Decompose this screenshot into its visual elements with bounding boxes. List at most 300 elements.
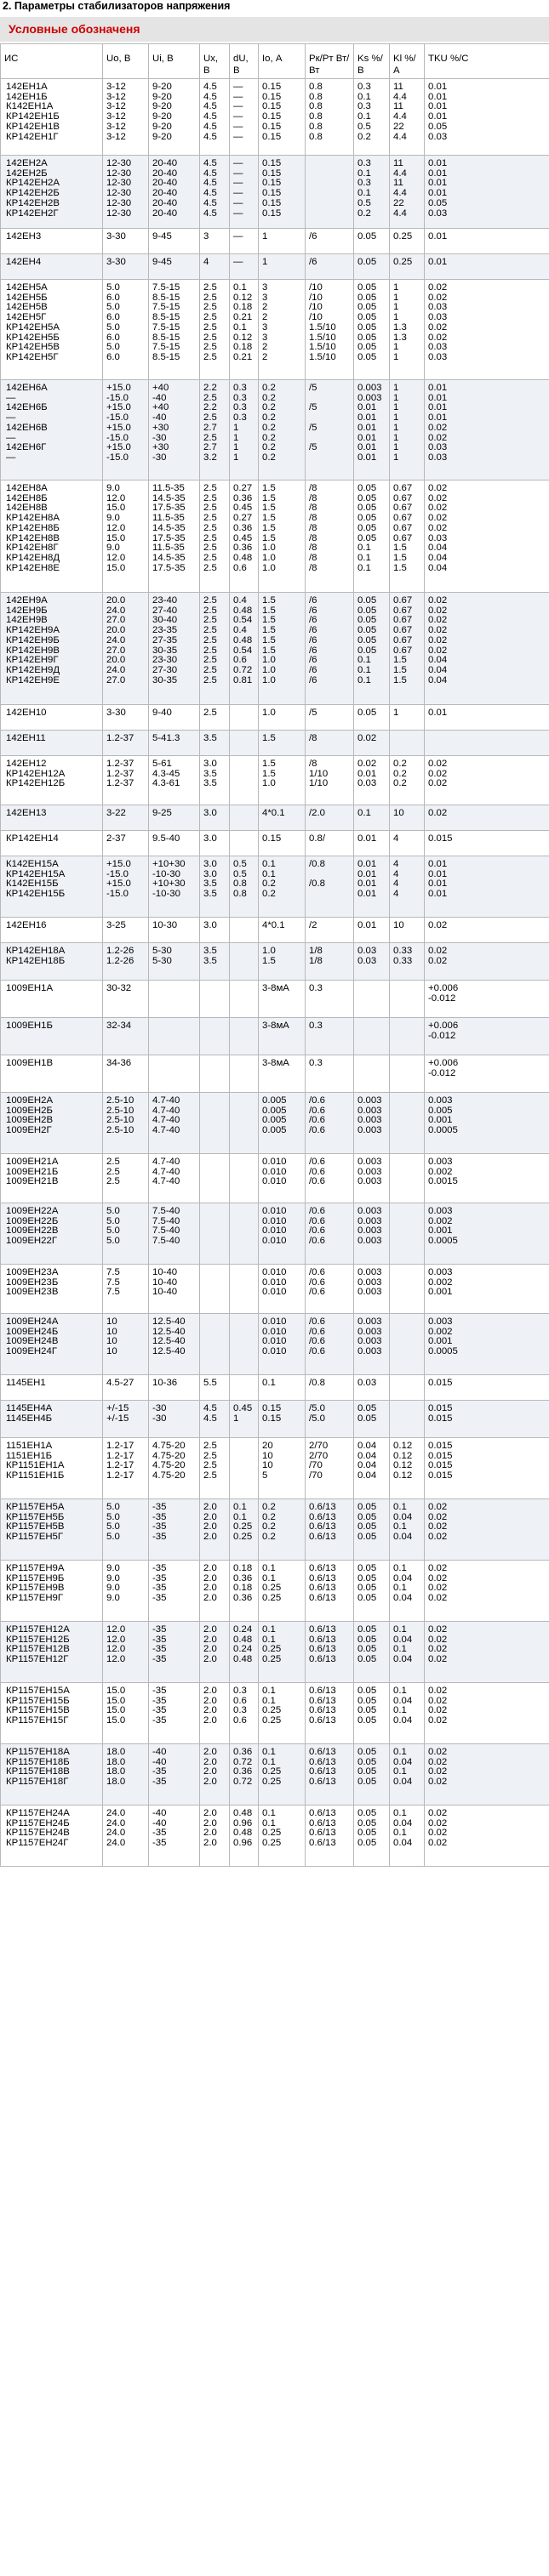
table-cell-pk-pt: 0.8 0.8 0.8 0.8 0.8 0.8 xyxy=(306,79,354,156)
table-cell-ui: 9-45 xyxy=(149,229,200,254)
table-cell-tku: 0.02 0.02 xyxy=(425,943,549,981)
table-cell-pk-pt: 2/70 2/70 /70 /70 xyxy=(306,1438,354,1499)
table-cell-io: 1.5 1.5 1.5 1.5 1.5 1.5 1.0 1.0 1.0 xyxy=(259,593,306,705)
table-row xyxy=(1,1438,549,1499)
table-cell-ux xyxy=(200,1203,230,1265)
table-cell-tku: 0.02 0.02 0.02 0.02 xyxy=(425,1622,549,1683)
table-cell-ux: 2.0 2.0 2.0 2.0 xyxy=(200,1561,230,1622)
table-cell-uo: 2-37 xyxy=(103,831,149,856)
table-cell-kl xyxy=(390,1055,425,1093)
table-cell-io: 1.0 xyxy=(259,705,306,731)
table-row xyxy=(1,79,549,156)
table-row xyxy=(1,1561,549,1622)
table-cell-ks: 0.05 0.05 0.05 0.05 xyxy=(354,1805,390,1867)
legend-link[interactable]: Условные обозначеня xyxy=(9,22,140,36)
table-cell-tku: 0.02 0.02 0.02 0.02 0.02 0.03 0.04 0.04 0.04 xyxy=(425,481,549,593)
table-cell-uo: 9.0 9.0 9.0 9.0 xyxy=(103,1561,149,1622)
table-cell-ux: 2.0 2.0 2.0 2.0 xyxy=(200,1744,230,1805)
stabilizer-params-table xyxy=(0,43,549,1867)
table-cell-du xyxy=(230,1093,259,1154)
table-cell-pk-pt: /6 /6 /6 /6 /6 /6 /6 /6 /6 xyxy=(306,593,354,705)
column-header-kl: Kl %/А xyxy=(390,44,425,79)
table-cell-ux xyxy=(200,1265,230,1314)
table-cell-ui: 9-40 xyxy=(149,705,200,731)
table-cell-uo: 1.2-37 xyxy=(103,731,149,756)
table-cell-uo: +/-15 +/-15 xyxy=(103,1401,149,1438)
column-header-ks: Ks %/В xyxy=(354,44,390,79)
table-cell-du xyxy=(230,756,259,805)
column-header-ux: Ux, В xyxy=(200,44,230,79)
table-cell-ux: 3.0 3.0 3.5 3.5 xyxy=(200,856,230,918)
table-cell-ui: 11.5-35 14.5-35 17.5-35 11.5-35 14.5-35 17.5-35 11.5-35 14.5-35 17.5-35 xyxy=(149,481,200,593)
table-cell-ui: 10-40 10-40 10-40 xyxy=(149,1265,200,1314)
table-cell-du: 0.3 0.3 0.3 0.3 1 1 1 1 xyxy=(230,380,259,481)
table-cell-kl xyxy=(390,731,425,756)
table-cell-ux: 2.0 2.0 2.0 2.0 xyxy=(200,1683,230,1744)
table-cell-pk-pt: /5 /5 /5 /5 xyxy=(306,380,354,481)
table-cell-ui: 7.5-15 8.5-15 7.5-15 8.5-15 7.5-15 8.5-15 7.5-15 8.5-15 xyxy=(149,280,200,380)
table-cell-ks: 0.05 0.05 0.05 0.05 xyxy=(354,1561,390,1622)
table-cell-pk-pt: 0.3 xyxy=(306,981,354,1018)
table-cell-du xyxy=(230,918,259,943)
table-cell-ux: 2.2 2.5 2.2 2.5 2.7 2.5 2.7 3.2 xyxy=(200,380,230,481)
table-cell-uo: 24.0 24.0 24.0 24.0 xyxy=(103,1805,149,1867)
column-header-du: dU, В xyxy=(230,44,259,79)
table-row xyxy=(1,1375,549,1401)
table-cell-tku: 0.003 0.002 0.001 0.0005 xyxy=(425,1203,549,1265)
table-cell-uo: 3-30 xyxy=(103,229,149,254)
table-cell-ks: 0.01 0.01 0.01 0.01 xyxy=(354,856,390,918)
table-cell-io: 0.1 0.1 0.25 0.25 xyxy=(259,1622,306,1683)
table-cell-ks xyxy=(354,1055,390,1093)
table-cell-ks: 0.02 0.01 0.03 xyxy=(354,756,390,805)
table-cell-pk-pt: /10 /10 /10 /10 1.5/10 1.5/10 1.5/10 1.5/10 xyxy=(306,280,354,380)
table-row xyxy=(1,731,549,756)
table-cell-tku: 0.02 xyxy=(425,805,549,831)
table-cell-uo: 1.2-37 1.2-37 1.2-37 xyxy=(103,756,149,805)
table-cell-io: 0.1 0.1 0.2 0.2 xyxy=(259,856,306,918)
table-cell-ui: 4.7-40 4.7-40 4.7-40 4.7-40 xyxy=(149,1093,200,1154)
table-cell-pk-pt: 0.6/13 0.6/13 0.6/13 0.6/13 xyxy=(306,1499,354,1561)
table-cell-ux: 3.5 xyxy=(200,731,230,756)
table-cell-ux: 3.0 xyxy=(200,831,230,856)
table-row xyxy=(1,1805,549,1867)
table-cell-uo: 18.0 18.0 18.0 18.0 xyxy=(103,1744,149,1805)
table-cell-du xyxy=(230,1055,259,1093)
table-cell-ux: 4.5 4.5 xyxy=(200,1401,230,1438)
column-header-tku: TKU %/С xyxy=(425,44,549,79)
table-row xyxy=(1,805,549,831)
table-cell-tku: 0.003 0.002 0.0015 xyxy=(425,1154,549,1203)
table-cell-ux: 2.5 xyxy=(200,705,230,731)
table-cell-pk-pt: /2 xyxy=(306,918,354,943)
table-cell-ui: 9-25 xyxy=(149,805,200,831)
table-cell-ux xyxy=(200,1314,230,1375)
table-cell-pk-pt: /8 /8 /8 /8 /8 /8 /8 /8 /8 xyxy=(306,481,354,593)
table-cell-kl: 0.1 0.04 0.1 0.04 xyxy=(390,1622,425,1683)
table-cell-tku: 0.02 0.02 0.03 0.03 0.02 0.02 0.03 0.03 xyxy=(425,280,549,380)
table-cell-du xyxy=(230,943,259,981)
table-cell-ux: 3.0 xyxy=(200,918,230,943)
table-cell-kl: 0.1 0.04 0.1 0.04 xyxy=(390,1499,425,1561)
table-cell-ux: 4.5 4.5 4.5 4.5 4.5 4.5 xyxy=(200,156,230,229)
table-cell-ui: 4.75-20 4.75-20 4.75-20 4.75-20 xyxy=(149,1438,200,1499)
table-cell-du xyxy=(230,1265,259,1314)
table-row xyxy=(1,1203,549,1265)
table-cell-uo: 15.0 15.0 15.0 15.0 xyxy=(103,1683,149,1744)
table-cell-ui: 5-30 5-30 xyxy=(149,943,200,981)
table-row xyxy=(1,1265,549,1314)
table-cell-kl: 11 4.4 11 4.4 22 4.4 xyxy=(390,156,425,229)
table-cell-du: 0.24 0.48 0.24 0.48 xyxy=(230,1622,259,1683)
column-header-ui: Ui, В xyxy=(149,44,200,79)
table-cell-kl: 0.2 0.2 0.2 xyxy=(390,756,425,805)
table-row xyxy=(1,1744,549,1805)
table-row xyxy=(1,1683,549,1744)
table-row xyxy=(1,756,549,805)
table-cell-io: 3-8мА xyxy=(259,1018,306,1055)
table-cell-ic: 142ЕН12 КР142ЕН12А КР142ЕН12Б xyxy=(1,756,103,805)
table-cell-uo: 3-25 xyxy=(103,918,149,943)
table-cell-ks: 0.05 0.05 0.05 0.05 0.05 0.05 0.1 0.1 0.1 xyxy=(354,593,390,705)
table-row xyxy=(1,1055,549,1093)
table-cell-ic: 1009ЕН22А 1009ЕН22Б 1009ЕН22В 1009ЕН22Г xyxy=(1,1203,103,1265)
legend-link-bar[interactable] xyxy=(0,17,549,42)
table-cell-ic: 142ЕН1А 142ЕН1Б К142ЕН1А КР142ЕН1Б КР142ЕН1В КР142ЕН1Г xyxy=(1,79,103,156)
table-cell-du: 0.5 0.5 0.8 0.8 xyxy=(230,856,259,918)
table-cell-ic: 142ЕН3 xyxy=(1,229,103,254)
table-cell-ux: 5.5 xyxy=(200,1375,230,1401)
table-cell-tku: 0.015 xyxy=(425,831,549,856)
table-cell-du: 0.18 0.36 0.18 0.36 xyxy=(230,1561,259,1622)
table-cell-tku: 0.02 0.02 0.02 0.02 0.02 0.02 0.04 0.04 0.04 xyxy=(425,593,549,705)
table-cell-ux: 3 xyxy=(200,229,230,254)
table-row xyxy=(1,856,549,918)
table-cell-ks: 0.05 xyxy=(354,254,390,280)
table-cell-pk-pt: 0.6/13 0.6/13 0.6/13 0.6/13 xyxy=(306,1561,354,1622)
table-cell-pk-pt: /0.6 /0.6 /0.6 /0.6 xyxy=(306,1203,354,1265)
table-cell-io: 1 xyxy=(259,254,306,280)
table-cell-ic: 1009ЕН2А 1009ЕН2Б 1009ЕН2В 1009ЕН2Г xyxy=(1,1093,103,1154)
table-cell-kl: 4 xyxy=(390,831,425,856)
table-cell-du xyxy=(230,1154,259,1203)
table-cell-tku: 0.01 0.01 0.01 0.01 xyxy=(425,856,549,918)
table-cell-uo: 7.5 7.5 7.5 xyxy=(103,1265,149,1314)
table-cell-du xyxy=(230,1375,259,1401)
table-row xyxy=(1,1018,549,1055)
table-cell-du: 0.4 0.48 0.54 0.4 0.48 0.54 0.6 0.72 0.81 xyxy=(230,593,259,705)
table-cell-io: 0.010 0.010 0.010 0.010 xyxy=(259,1203,306,1265)
table-cell-ic: КР1157ЕН5А КР1157ЕН5Б КР1157ЕН5В КР1157ЕН5Г xyxy=(1,1499,103,1561)
table-cell-tku: 0.02 0.02 0.02 0.02 xyxy=(425,1683,549,1744)
table-cell-ic: 1145ЕН1 xyxy=(1,1375,103,1401)
table-cell-pk-pt: 0.6/13 0.6/13 0.6/13 0.6/13 xyxy=(306,1622,354,1683)
table-row xyxy=(1,1314,549,1375)
table-cell-ks: 0.3 0.1 0.3 0.1 0.5 0.2 xyxy=(354,156,390,229)
table-cell-kl: 0.25 xyxy=(390,229,425,254)
table-cell-ux xyxy=(200,981,230,1018)
table-cell-ic: 142ЕН10 xyxy=(1,705,103,731)
table-cell-ic: КР1157ЕН15А КР1157ЕН15Б КР1157ЕН15В КР1157ЕН15Г xyxy=(1,1683,103,1744)
table-cell-kl: 10 xyxy=(390,918,425,943)
table-cell-tku: 0.003 0.005 0.001 0.0005 xyxy=(425,1093,549,1154)
table-cell-ui: 10-36 xyxy=(149,1375,200,1401)
table-cell-du: — xyxy=(230,254,259,280)
table-row xyxy=(1,1622,549,1683)
table-cell-ks: 0.05 0.05 0.05 0.05 xyxy=(354,1744,390,1805)
table-cell-io: 4*0.1 xyxy=(259,805,306,831)
table-cell-ks: 0.01 xyxy=(354,918,390,943)
table-cell-uo: 2.5-10 2.5-10 2.5-10 2.5-10 xyxy=(103,1093,149,1154)
table-cell-io: 1.5 1.5 1.5 1.5 1.5 1.5 1.0 1.0 1.0 xyxy=(259,481,306,593)
table-cell-io: 20 10 10 5 xyxy=(259,1438,306,1499)
table-cell-du: — — — — — — xyxy=(230,79,259,156)
table-cell-ic: 142ЕН9А 142ЕН9Б 142ЕН9В КР142ЕН9А КР142ЕН9Б КР142ЕН9В КР142ЕН9Г КР142ЕН9Д КР142ЕН9Е xyxy=(1,593,103,705)
table-cell-du: — — — — — — xyxy=(230,156,259,229)
table-cell-ui: -30 -30 xyxy=(149,1401,200,1438)
table-cell-du xyxy=(230,1314,259,1375)
table-cell-kl xyxy=(390,1154,425,1203)
table-cell-tku: 0.003 0.002 0.001 0.0005 xyxy=(425,1314,549,1375)
table-cell-ic: 1009ЕН1В xyxy=(1,1055,103,1093)
table-cell-ui xyxy=(149,1018,200,1055)
table-cell-io: 3 3 2 2 3 3 2 2 xyxy=(259,280,306,380)
table-cell-kl: 1 1 1 1 1.3 1.3 1 1 xyxy=(390,280,425,380)
table-cell-ic: 142ЕН6А — 142ЕН6Б — 142ЕН6В — 142ЕН6Г — xyxy=(1,380,103,481)
table-cell-ux: 3.0 xyxy=(200,805,230,831)
column-header-ic: ИС xyxy=(1,44,103,79)
table-cell-kl: 0.12 0.12 0.12 0.12 xyxy=(390,1438,425,1499)
table-cell-ic: 1151ЕН1А 1151ЕН1Б КР1151ЕН1А КР1151ЕН1Б xyxy=(1,1438,103,1499)
table-cell-ux xyxy=(200,1055,230,1093)
table-cell-ks: 0.05 0.05 0.05 0.05 xyxy=(354,1622,390,1683)
table-cell-io: 0.1 xyxy=(259,1375,306,1401)
table-cell-du xyxy=(230,705,259,731)
table-cell-ks: 0.05 0.05 0.05 0.05 0.05 0.05 0.1 0.1 0.1 xyxy=(354,481,390,593)
table-cell-uo: 3-30 xyxy=(103,705,149,731)
table-cell-tku: 0.02 0.02 0.02 0.02 xyxy=(425,1499,549,1561)
table-cell-ks: 0.02 xyxy=(354,731,390,756)
table-row xyxy=(1,981,549,1018)
table-cell-kl: 0.33 0.33 xyxy=(390,943,425,981)
table-cell-pk-pt: /0.6 /0.6 /0.6 /0.6 xyxy=(306,1314,354,1375)
table-cell-io: 0.1 0.1 0.25 0.25 xyxy=(259,1683,306,1744)
table-cell-ux: 3.5 3.5 xyxy=(200,943,230,981)
column-header-pk-pt: Pк/Pт Вт/Вт xyxy=(306,44,354,79)
table-cell-io: 1.5 1.5 1.0 xyxy=(259,756,306,805)
table-cell-du xyxy=(230,1203,259,1265)
table-cell-ks xyxy=(354,1018,390,1055)
table-cell-ks: 0.05 0.05 0.05 0.05 xyxy=(354,1499,390,1561)
table-cell-ic: 142ЕН8А 142ЕН8Б 142ЕН8В КР142ЕН8А КР142ЕН8Б КР142ЕН8В КР142ЕН8Г КР142ЕН8Д КР142ЕН8Е xyxy=(1,481,103,593)
table-cell-kl: 1 xyxy=(390,705,425,731)
table-cell-uo: +15.0 -15.0 +15.0 -15.0 xyxy=(103,856,149,918)
table-cell-pk-pt: /8 1/10 1/10 xyxy=(306,756,354,805)
table-cell-du xyxy=(230,831,259,856)
table-cell-io: 0.15 0.15 0.15 0.15 0.15 0.15 xyxy=(259,79,306,156)
table-cell-ui: +10+30 -10-30 +10+30 -10-30 xyxy=(149,856,200,918)
table-cell-du: 0.36 0.72 0.36 0.72 xyxy=(230,1744,259,1805)
table-cell-io: 0.15 xyxy=(259,831,306,856)
table-cell-tku: +0.006 -0.012 xyxy=(425,981,549,1018)
table-cell-tku: 0.01 0.01 0.01 0.01 0.05 0.03 xyxy=(425,156,549,229)
table-cell-io: 1 xyxy=(259,229,306,254)
table-row xyxy=(1,380,549,481)
table-cell-uo: 1.2-26 1.2-26 xyxy=(103,943,149,981)
table-cell-kl xyxy=(390,1265,425,1314)
table-cell-ks: 0.04 0.04 0.04 0.04 xyxy=(354,1438,390,1499)
table-cell-pk-pt: 0.6/13 0.6/13 0.6/13 0.6/13 xyxy=(306,1805,354,1867)
table-cell-pk-pt xyxy=(306,156,354,229)
table-cell-io: 0.010 0.010 0.010 xyxy=(259,1154,306,1203)
table-row xyxy=(1,1499,549,1561)
table-cell-tku: 0.015 0.015 xyxy=(425,1401,549,1438)
table-cell-ic: К142ЕН15А КР142ЕН15А К142ЕН15Б КР142ЕН15Б xyxy=(1,856,103,918)
table-cell-ui xyxy=(149,1055,200,1093)
table-cell-ui: -35 -35 -35 -35 xyxy=(149,1561,200,1622)
table-cell-io: 0.15 0.15 0.15 0.15 0.15 0.15 xyxy=(259,156,306,229)
table-cell-pk-pt: 0.8/ xyxy=(306,831,354,856)
table-cell-uo: 5.0 6.0 5.0 6.0 5.0 6.0 5.0 6.0 xyxy=(103,280,149,380)
table-cell-tku: 0.02 0.02 0.02 0.02 xyxy=(425,1805,549,1867)
table-cell-tku: 0.01 xyxy=(425,229,549,254)
table-cell-ic: КР1157ЕН9А КР1157ЕН9Б КР1157ЕН9В КР1157ЕН9Г xyxy=(1,1561,103,1622)
table-cell-uo: 3-12 3-12 3-12 3-12 3-12 3-12 xyxy=(103,79,149,156)
table-cell-ux: 2.0 2.0 2.0 2.0 xyxy=(200,1622,230,1683)
table-cell-tku: 0.02 0.02 0.02 0.02 xyxy=(425,1744,549,1805)
table-cell-uo: 12-30 12-30 12-30 12-30 12-30 12-30 xyxy=(103,156,149,229)
table-cell-ks: 0.03 xyxy=(354,1375,390,1401)
table-cell-pk-pt: 1/8 1/8 xyxy=(306,943,354,981)
table-cell-kl: 0.25 xyxy=(390,254,425,280)
table-cell-ux: 2.0 2.0 2.0 2.0 xyxy=(200,1805,230,1867)
table-cell-ks: 0.3 0.1 0.3 0.1 0.5 0.2 xyxy=(354,79,390,156)
table-cell-du xyxy=(230,981,259,1018)
table-cell-du xyxy=(230,1018,259,1055)
table-cell-io: 0.2 0.2 0.2 0.2 xyxy=(259,1499,306,1561)
table-cell-kl: 11 4.4 11 4.4 22 4.4 xyxy=(390,79,425,156)
table-cell-tku: 0.01 0.01 0.01 0.01 0.02 0.02 0.03 0.03 xyxy=(425,380,549,481)
table-cell-uo: 5.0 5.0 5.0 5.0 xyxy=(103,1203,149,1265)
table-cell-ks: 0.03 0.03 xyxy=(354,943,390,981)
table-cell-tku: 0.01 xyxy=(425,705,549,731)
column-header-io: Io, А xyxy=(259,44,306,79)
table-header-row xyxy=(1,44,549,79)
table-cell-kl xyxy=(390,981,425,1018)
table-cell-du xyxy=(230,805,259,831)
table-cell-io: 0.2 0.2 0.2 0.2 0.2 0.2 0.2 0.2 xyxy=(259,380,306,481)
table-cell-ux xyxy=(200,1018,230,1055)
table-cell-tku: 0.003 0.002 0.001 xyxy=(425,1265,549,1314)
table-cell-ui: 9-45 xyxy=(149,254,200,280)
table-row xyxy=(1,156,549,229)
table-cell-ic: 142ЕН5А 142ЕН5Б 142ЕН5В 142ЕН5Г КР142ЕН5А КР142ЕН5Б КР142ЕН5В КР142ЕН5Г xyxy=(1,280,103,380)
table-row xyxy=(1,280,549,380)
table-cell-tku xyxy=(425,731,549,756)
table-cell-ic: 142ЕН4 xyxy=(1,254,103,280)
table-cell-kl: 0.1 0.04 0.1 0.04 xyxy=(390,1744,425,1805)
table-cell-du xyxy=(230,731,259,756)
table-cell-ks: 0.05 0.05 0.05 0.05 0.05 0.05 0.05 0.05 xyxy=(354,280,390,380)
table-cell-kl xyxy=(390,1314,425,1375)
table-cell-io: 3-8мА xyxy=(259,981,306,1018)
table-cell-ks: 0.003 0.003 0.003 0.003 xyxy=(354,1314,390,1375)
table-cell-pk-pt: /0.6 /0.6 /0.6 xyxy=(306,1265,354,1314)
table-cell-du: 0.1 0.1 0.25 0.25 xyxy=(230,1499,259,1561)
table-cell-tku: 0.015 xyxy=(425,1375,549,1401)
table-cell-kl: 10 xyxy=(390,805,425,831)
table-cell-ui: +40 -40 +40 -40 +30 -30 +30 -30 xyxy=(149,380,200,481)
table-cell-ks: 0.05 xyxy=(354,705,390,731)
table-cell-kl: 0.1 0.04 0.1 0.04 xyxy=(390,1683,425,1744)
table-cell-ux: 4 xyxy=(200,254,230,280)
table-cell-pk-pt: /0.6 /0.6 /0.6 xyxy=(306,1154,354,1203)
section-title: 2. Параметры стабилизаторов напряжения xyxy=(3,0,231,12)
table-cell-ui: 20-40 20-40 20-40 20-40 20-40 20-40 xyxy=(149,156,200,229)
table-cell-ks: 0.01 xyxy=(354,831,390,856)
table-cell-ks xyxy=(354,981,390,1018)
table-cell-tku: +0.006 -0.012 xyxy=(425,1055,549,1093)
table-cell-kl xyxy=(390,1401,425,1438)
table-cell-ui: -35 -35 -35 -35 xyxy=(149,1622,200,1683)
table-cell-uo: 2.5 2.5 2.5 xyxy=(103,1154,149,1203)
table-cell-uo: 1.2-17 1.2-17 1.2-17 1.2-17 xyxy=(103,1438,149,1499)
table-cell-tku: 0.02 0.02 0.02 0.02 xyxy=(425,1561,549,1622)
table-row xyxy=(1,1093,549,1154)
table-cell-ic: 1009ЕН24А 1009ЕН24Б 1009ЕН24В 1009ЕН24Г xyxy=(1,1314,103,1375)
table-cell-ks: 0.003 0.003 0.003 xyxy=(354,1265,390,1314)
table-cell-ux: 2.5 2.5 2.5 2.5 xyxy=(200,1438,230,1499)
table-row xyxy=(1,254,549,280)
table-cell-ui: 7.5-40 7.5-40 7.5-40 7.5-40 xyxy=(149,1203,200,1265)
table-cell-kl: 0.67 0.67 0.67 0.67 0.67 0.67 1.5 1.5 1.5 xyxy=(390,481,425,593)
table-cell-ic: КР1157ЕН18А КР1157ЕН18Б КР1157ЕН18В КР1157ЕН18Г xyxy=(1,1744,103,1805)
table-cell-uo: 32-34 xyxy=(103,1018,149,1055)
table-cell-pk-pt: /0.6 /0.6 /0.6 /0.6 xyxy=(306,1093,354,1154)
table-cell-ks: 0.1 xyxy=(354,805,390,831)
table-row xyxy=(1,705,549,731)
table-cell-ic: КР142ЕН14 xyxy=(1,831,103,856)
table-cell-uo: 5.0 5.0 5.0 5.0 xyxy=(103,1499,149,1561)
table-cell-pk-pt: /6 xyxy=(306,254,354,280)
table-cell-ic: 142ЕН13 xyxy=(1,805,103,831)
table-cell-ui: -35 -35 -35 -35 xyxy=(149,1499,200,1561)
table-cell-ic: КР1157ЕН24А КР1157ЕН24Б КР1157ЕН24В КР1157ЕН24Г xyxy=(1,1805,103,1867)
table-cell-ks: 0.003 0.003 0.003 0.003 xyxy=(354,1203,390,1265)
table-cell-ic: 142ЕН2А 142ЕН2Б КР142ЕН2А КР142ЕН2Б КР142ЕН2В КР142ЕН2Г xyxy=(1,156,103,229)
table-cell-ux xyxy=(200,1093,230,1154)
table-cell-pk-pt: /8 xyxy=(306,731,354,756)
table-cell-ic: 142ЕН16 xyxy=(1,918,103,943)
table-row xyxy=(1,593,549,705)
table-cell-tku: +0.006 -0.012 xyxy=(425,1018,549,1055)
table-cell-io: 0.010 0.010 0.010 0.010 xyxy=(259,1314,306,1375)
table-cell-ic: 1009ЕН1Б xyxy=(1,1018,103,1055)
table-cell-ks: 0.05 0.05 0.05 0.05 xyxy=(354,1683,390,1744)
table-cell-ui: 23-40 27-40 30-40 23-35 27-35 30-35 23-30 27-30 30-35 xyxy=(149,593,200,705)
table-row xyxy=(1,831,549,856)
table-cell-pk-pt: /0.8 /0.8 xyxy=(306,856,354,918)
table-cell-kl: 0.1 0.04 0.1 0.04 xyxy=(390,1805,425,1867)
table-cell-io: 4*0.1 xyxy=(259,918,306,943)
table-body xyxy=(1,79,549,1867)
table-cell-io: 3-8мА xyxy=(259,1055,306,1093)
table-cell-kl: 1 1 1 1 1 1 1 1 xyxy=(390,380,425,481)
table-cell-kl: 0.67 0.67 0.67 0.67 0.67 0.67 1.5 1.5 1.5 xyxy=(390,593,425,705)
table-cell-io: 1.0 1.5 xyxy=(259,943,306,981)
table-cell-ic: 1009ЕН1А xyxy=(1,981,103,1018)
table-cell-ks: 0.003 0.003 0.003 0.003 xyxy=(354,1093,390,1154)
